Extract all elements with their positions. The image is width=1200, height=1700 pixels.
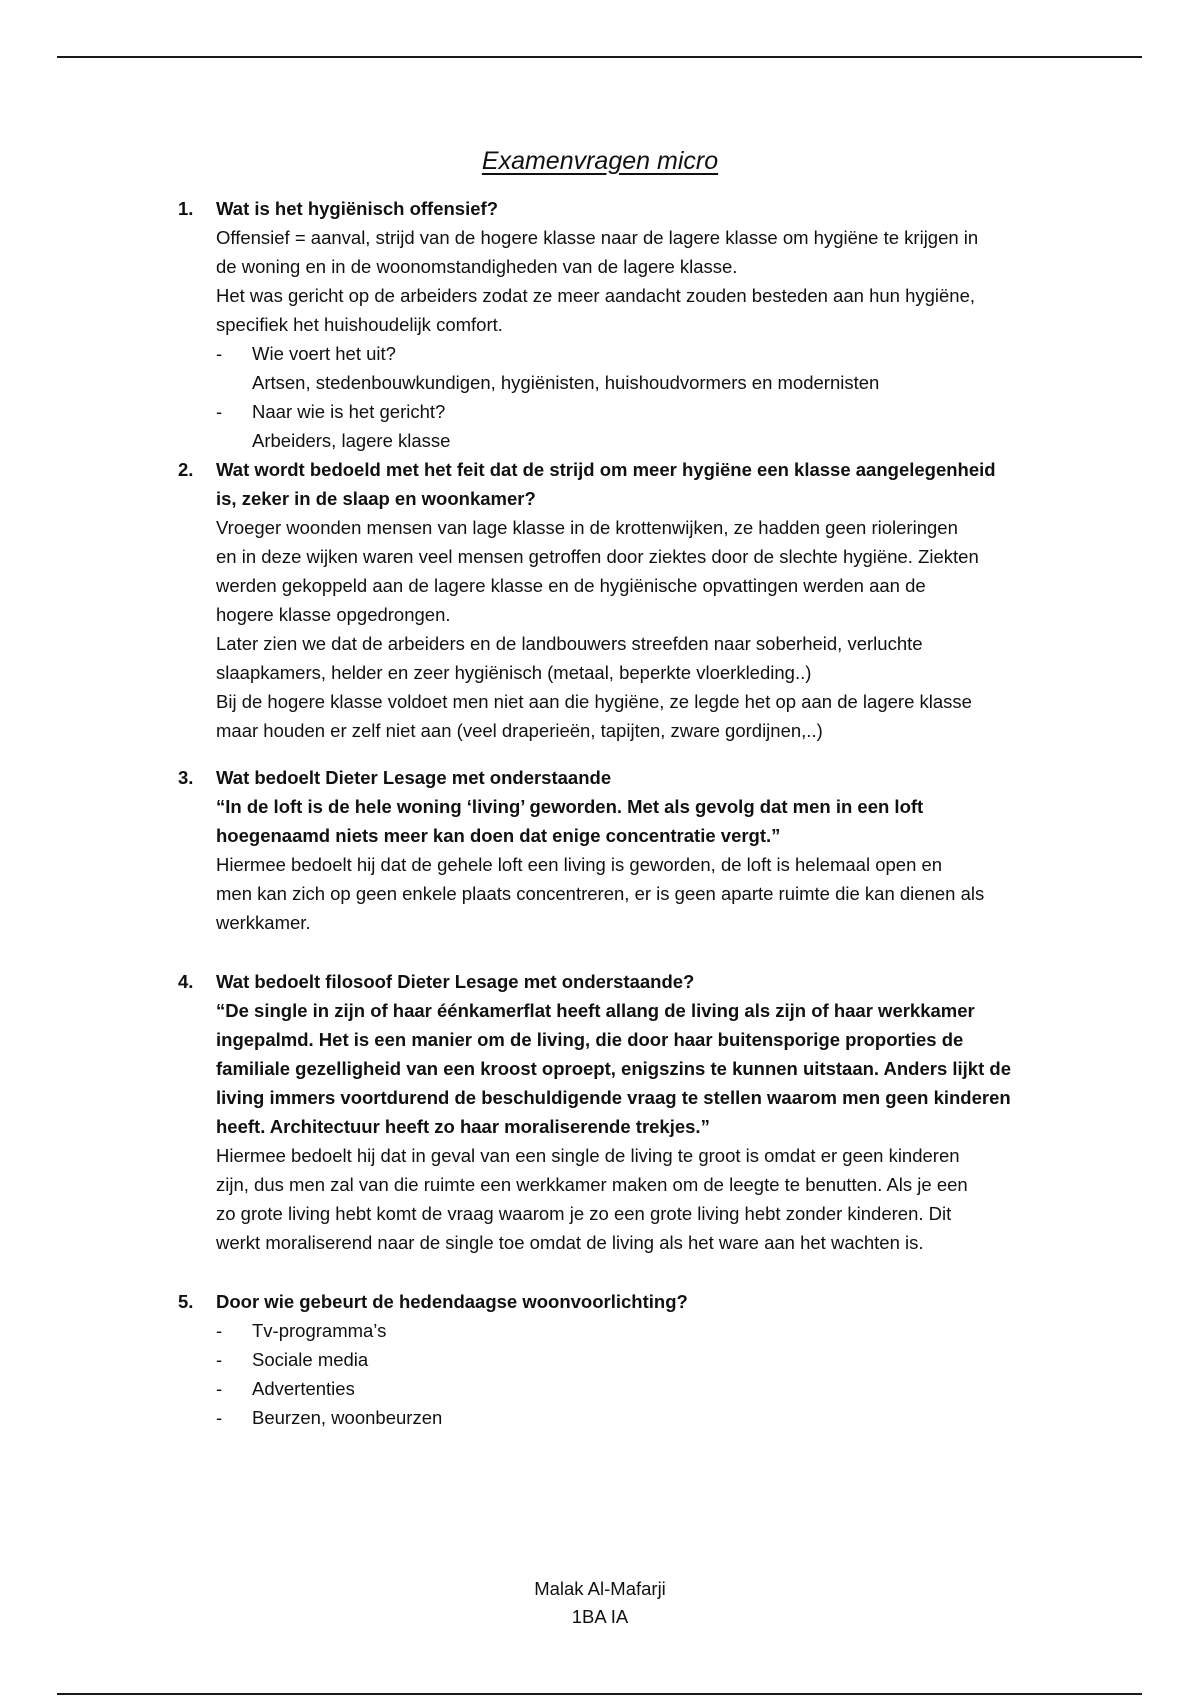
question-4 <box>178 967 1078 1257</box>
bullet-line: Wie voert het uit? <box>252 343 396 364</box>
spacer <box>178 745 1078 763</box>
author-name: Malak Al-Mafarji <box>534 1578 666 1599</box>
question-title: Wat bedoelt filosoof Dieter Lesage met onderstaande? <box>216 971 695 992</box>
bullet-dash: - <box>216 401 223 422</box>
class-name: 1BA IA <box>571 1606 629 1627</box>
answer-line: Hiermee bedoelt hij dat de gehele loft een living is geworden, de loft is helemaal open en <box>216 854 943 875</box>
question-title: Door wie gebeurt de hedendaagse woonvoorlichting? <box>216 1291 688 1312</box>
question-title: Wat wordt bedoeld met het feit dat de strijd om meer hygiëne een klasse aangelegenheid <box>216 459 996 480</box>
question-number: 4. <box>178 971 194 992</box>
list-item <box>216 1403 1078 1432</box>
bullet-dash: - <box>216 1407 223 1428</box>
question-title: Wat is het hygiënisch offensief? <box>216 198 498 219</box>
answer-line: Hiermee bedoelt hij dat in geval van een single de living te groot is omdat er geen kinderen <box>216 1145 960 1166</box>
answer-line: werkt moraliserend naar de single toe omdat de living als het ware aan het wachten is. <box>216 1232 924 1253</box>
question-number: 2. <box>178 459 194 480</box>
answer-line: Offensief = aanval, strijd van de hogere klasse naar de lagere klasse om hygiëne te krijgen in <box>216 227 979 248</box>
bullet-line: Beurzen, woonbeurzen <box>252 1407 443 1428</box>
spacer <box>178 937 1078 967</box>
question-quote: familiale gezelligheid van een kroost oproept, enigszins te kunnen uitstaan. Anders lijkt de <box>216 1058 1011 1079</box>
answer-line: werden gekoppeld aan de lagere klasse en de hygiënische opvattingen werden aan de <box>216 575 926 596</box>
question-number: 5. <box>178 1291 194 1312</box>
question-quote: “De single in zijn of haar éénkamerflat heeft allang de living als zijn of haar werkkamer <box>216 1000 975 1021</box>
question-5 <box>178 1287 1078 1432</box>
bullet-dash: - <box>216 1320 223 1341</box>
answer-line: men kan zich op geen enkele plaats concentreren, er is geen aparte ruimte die kan dienen als <box>216 883 985 904</box>
answer-line: en in deze wijken waren veel mensen getroffen door ziektes door de slechte hygiëne. Ziekten <box>216 546 979 567</box>
answer-line: zijn, dus men zal van die ruimte een werkkamer maken om de leegte te benutten. Als je een <box>216 1174 968 1195</box>
question-quote: heeft. Architectuur heeft zo haar moraliserende trekjes.” <box>216 1116 710 1137</box>
question-title: is, zeker in de slaap en woonkamer? <box>216 488 536 509</box>
answer-line: Het was gericht op de arbeiders zodat ze meer aandacht zouden besteden aan hun hygiëne, <box>216 285 976 306</box>
bullet-line: Sociale media <box>252 1349 369 1370</box>
question-number: 3. <box>178 767 194 788</box>
list-item <box>216 1316 1078 1345</box>
list-item <box>216 339 1078 397</box>
question-quote: ingepalmd. Het is een manier om de living, die door haar buitensporige proporties de <box>216 1029 964 1050</box>
top-rule <box>57 56 1142 58</box>
spacer <box>178 1257 1078 1287</box>
bullet-line: Advertenties <box>252 1378 355 1399</box>
answer-line: Later zien we dat de arbeiders en de landbouwers streefden naar soberheid, verluchte <box>216 633 923 654</box>
bullet-dash: - <box>216 1349 223 1370</box>
answer-line: slaapkamers, helder en zeer hygiënisch (metaal, beperkte vloerkleding..) <box>216 662 812 683</box>
page-footer <box>0 1575 1200 1631</box>
list-item <box>216 1374 1078 1403</box>
bullet-line: Tv-programma’s <box>252 1320 387 1341</box>
question-quote: hoegenaamd niets meer kan doen dat enige concentratie vergt.” <box>216 825 781 846</box>
answer-line: maar houden er zelf niet aan (veel draperieën, tapijten, zware gordijnen,..) <box>216 720 823 741</box>
bullet-dash: - <box>216 343 223 364</box>
bullet-dash: - <box>216 1378 223 1399</box>
question-quote: living immers voortdurend de beschuldigende vraag te stellen waarom men geen kinderen <box>216 1087 1011 1108</box>
answer-line: Bij de hogere klasse voldoet men niet aan die hygiëne, ze legde het op aan de lagere klasse <box>216 691 972 712</box>
bullet-line: Naar wie is het gericht? <box>252 401 446 422</box>
answer-line: specifiek het huishoudelijk comfort. <box>216 314 503 335</box>
answer-line: Vroeger woonden mensen van lage klasse in de krottenwijken, ze hadden geen rioleringen <box>216 517 958 538</box>
question-number: 1. <box>178 198 194 219</box>
document-title: Examenvragen micro <box>481 147 719 175</box>
question-2 <box>178 455 1078 745</box>
question-3 <box>178 763 1078 937</box>
document-body <box>178 194 1078 1432</box>
bullet-line: Artsen, stedenbouwkundigen, hygiënisten, huishoudvormers en modernisten <box>252 372 880 393</box>
list-item <box>216 1345 1078 1374</box>
answer-line: hogere klasse opgedrongen. <box>216 604 451 625</box>
list-item <box>216 397 1078 455</box>
question-title: Wat bedoelt Dieter Lesage met onderstaande <box>216 767 612 788</box>
bottom-rule <box>57 1693 1142 1695</box>
bullet-line: Arbeiders, lagere klasse <box>252 430 451 451</box>
answer-line: de woning en in de woonomstandigheden van de lagere klasse. <box>216 256 738 277</box>
answer-line: werkkamer. <box>216 912 311 933</box>
question-1 <box>178 194 1078 455</box>
question-quote: “In de loft is de hele woning ‘living’ geworden. Met als gevolg dat men in een loft <box>216 796 924 817</box>
answer-line: zo grote living hebt komt de vraag waarom je zo een grote living hebt zonder kinderen. Dit <box>216 1203 952 1224</box>
